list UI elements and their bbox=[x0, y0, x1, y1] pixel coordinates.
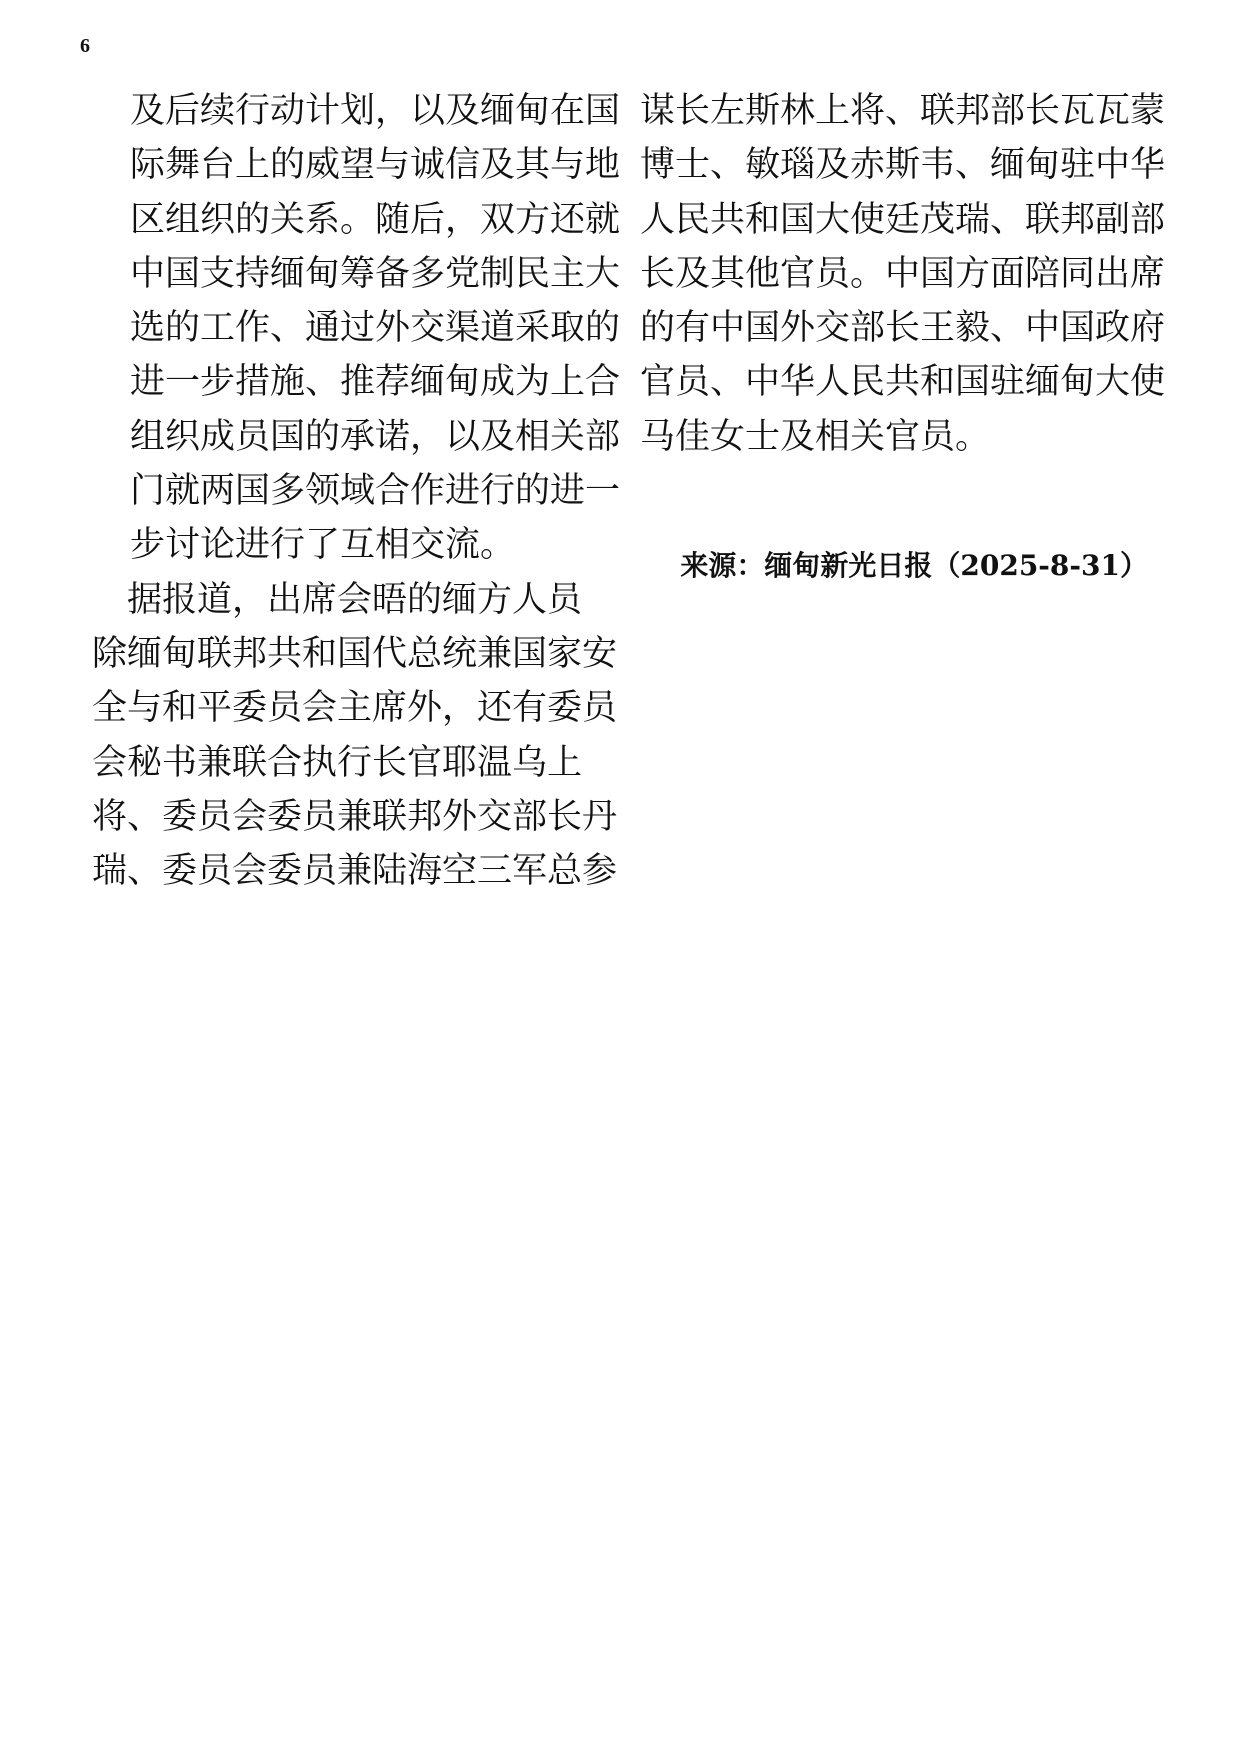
text-line: 长及其他官员。中国方面陪同出席 bbox=[640, 253, 1166, 294]
text-line: 将、委员会委员兼联邦外交部长丹 bbox=[92, 796, 618, 837]
text-line: 官员、中华人民共和国驻缅甸大使 bbox=[640, 362, 1166, 403]
text-line: 马佳女士及相关官员。 bbox=[640, 416, 991, 457]
source-attribution: 来源：缅甸新光日报（2025-8-31） bbox=[680, 549, 1148, 583]
right-column bbox=[640, 84, 1166, 586]
text-line: 组织成员国的承诺，以及相关部 bbox=[130, 416, 621, 457]
text-line: 博士、敏瑙及赤斯韦、缅甸驻中华 bbox=[640, 145, 1166, 186]
text-line: 人民共和国大使廷茂瑞、联邦副部 bbox=[640, 199, 1166, 240]
paragraph-attendees bbox=[92, 573, 618, 899]
paragraph-continued bbox=[92, 84, 621, 573]
text-line: 全与和平委员会主席外，还有委员 bbox=[92, 688, 618, 729]
text-line: 区组织的关系。随后，双方还就 bbox=[130, 199, 621, 240]
text-line: 据报道，出席会晤的缅方人员 bbox=[92, 579, 583, 620]
text-line: 瑞、委员会委员兼陆海空三军总参 bbox=[92, 851, 618, 892]
text-line: 门就两国多领域合作进行的进一 bbox=[130, 471, 621, 512]
text-line: 的有中国外交部长王毅、中国政府 bbox=[640, 308, 1166, 349]
text-line: 除缅甸联邦共和国代总统兼国家安 bbox=[92, 633, 618, 674]
left-column bbox=[92, 84, 621, 898]
text-line: 选的工作、通过外交渠道采取的 bbox=[130, 308, 621, 349]
text-line: 中国支持缅甸筹备多党制民主大 bbox=[130, 253, 621, 294]
page-number: 6 bbox=[80, 35, 90, 57]
text-line: 步讨论进行了互相交流。 bbox=[130, 525, 516, 566]
text-line: 进一步措施、推荐缅甸成为上合 bbox=[130, 362, 621, 403]
text-line: 际舞台上的威望与诚信及其与地 bbox=[130, 145, 621, 186]
text-line: 会秘书兼联合执行长官耶温乌上 bbox=[92, 742, 583, 783]
text-line: 及后续行动计划，以及缅甸在国 bbox=[130, 91, 621, 131]
text-line: 谋长左斯林上将、联邦部长瓦瓦蒙 bbox=[640, 91, 1166, 131]
paragraph-attendees-continued bbox=[640, 84, 1166, 464]
